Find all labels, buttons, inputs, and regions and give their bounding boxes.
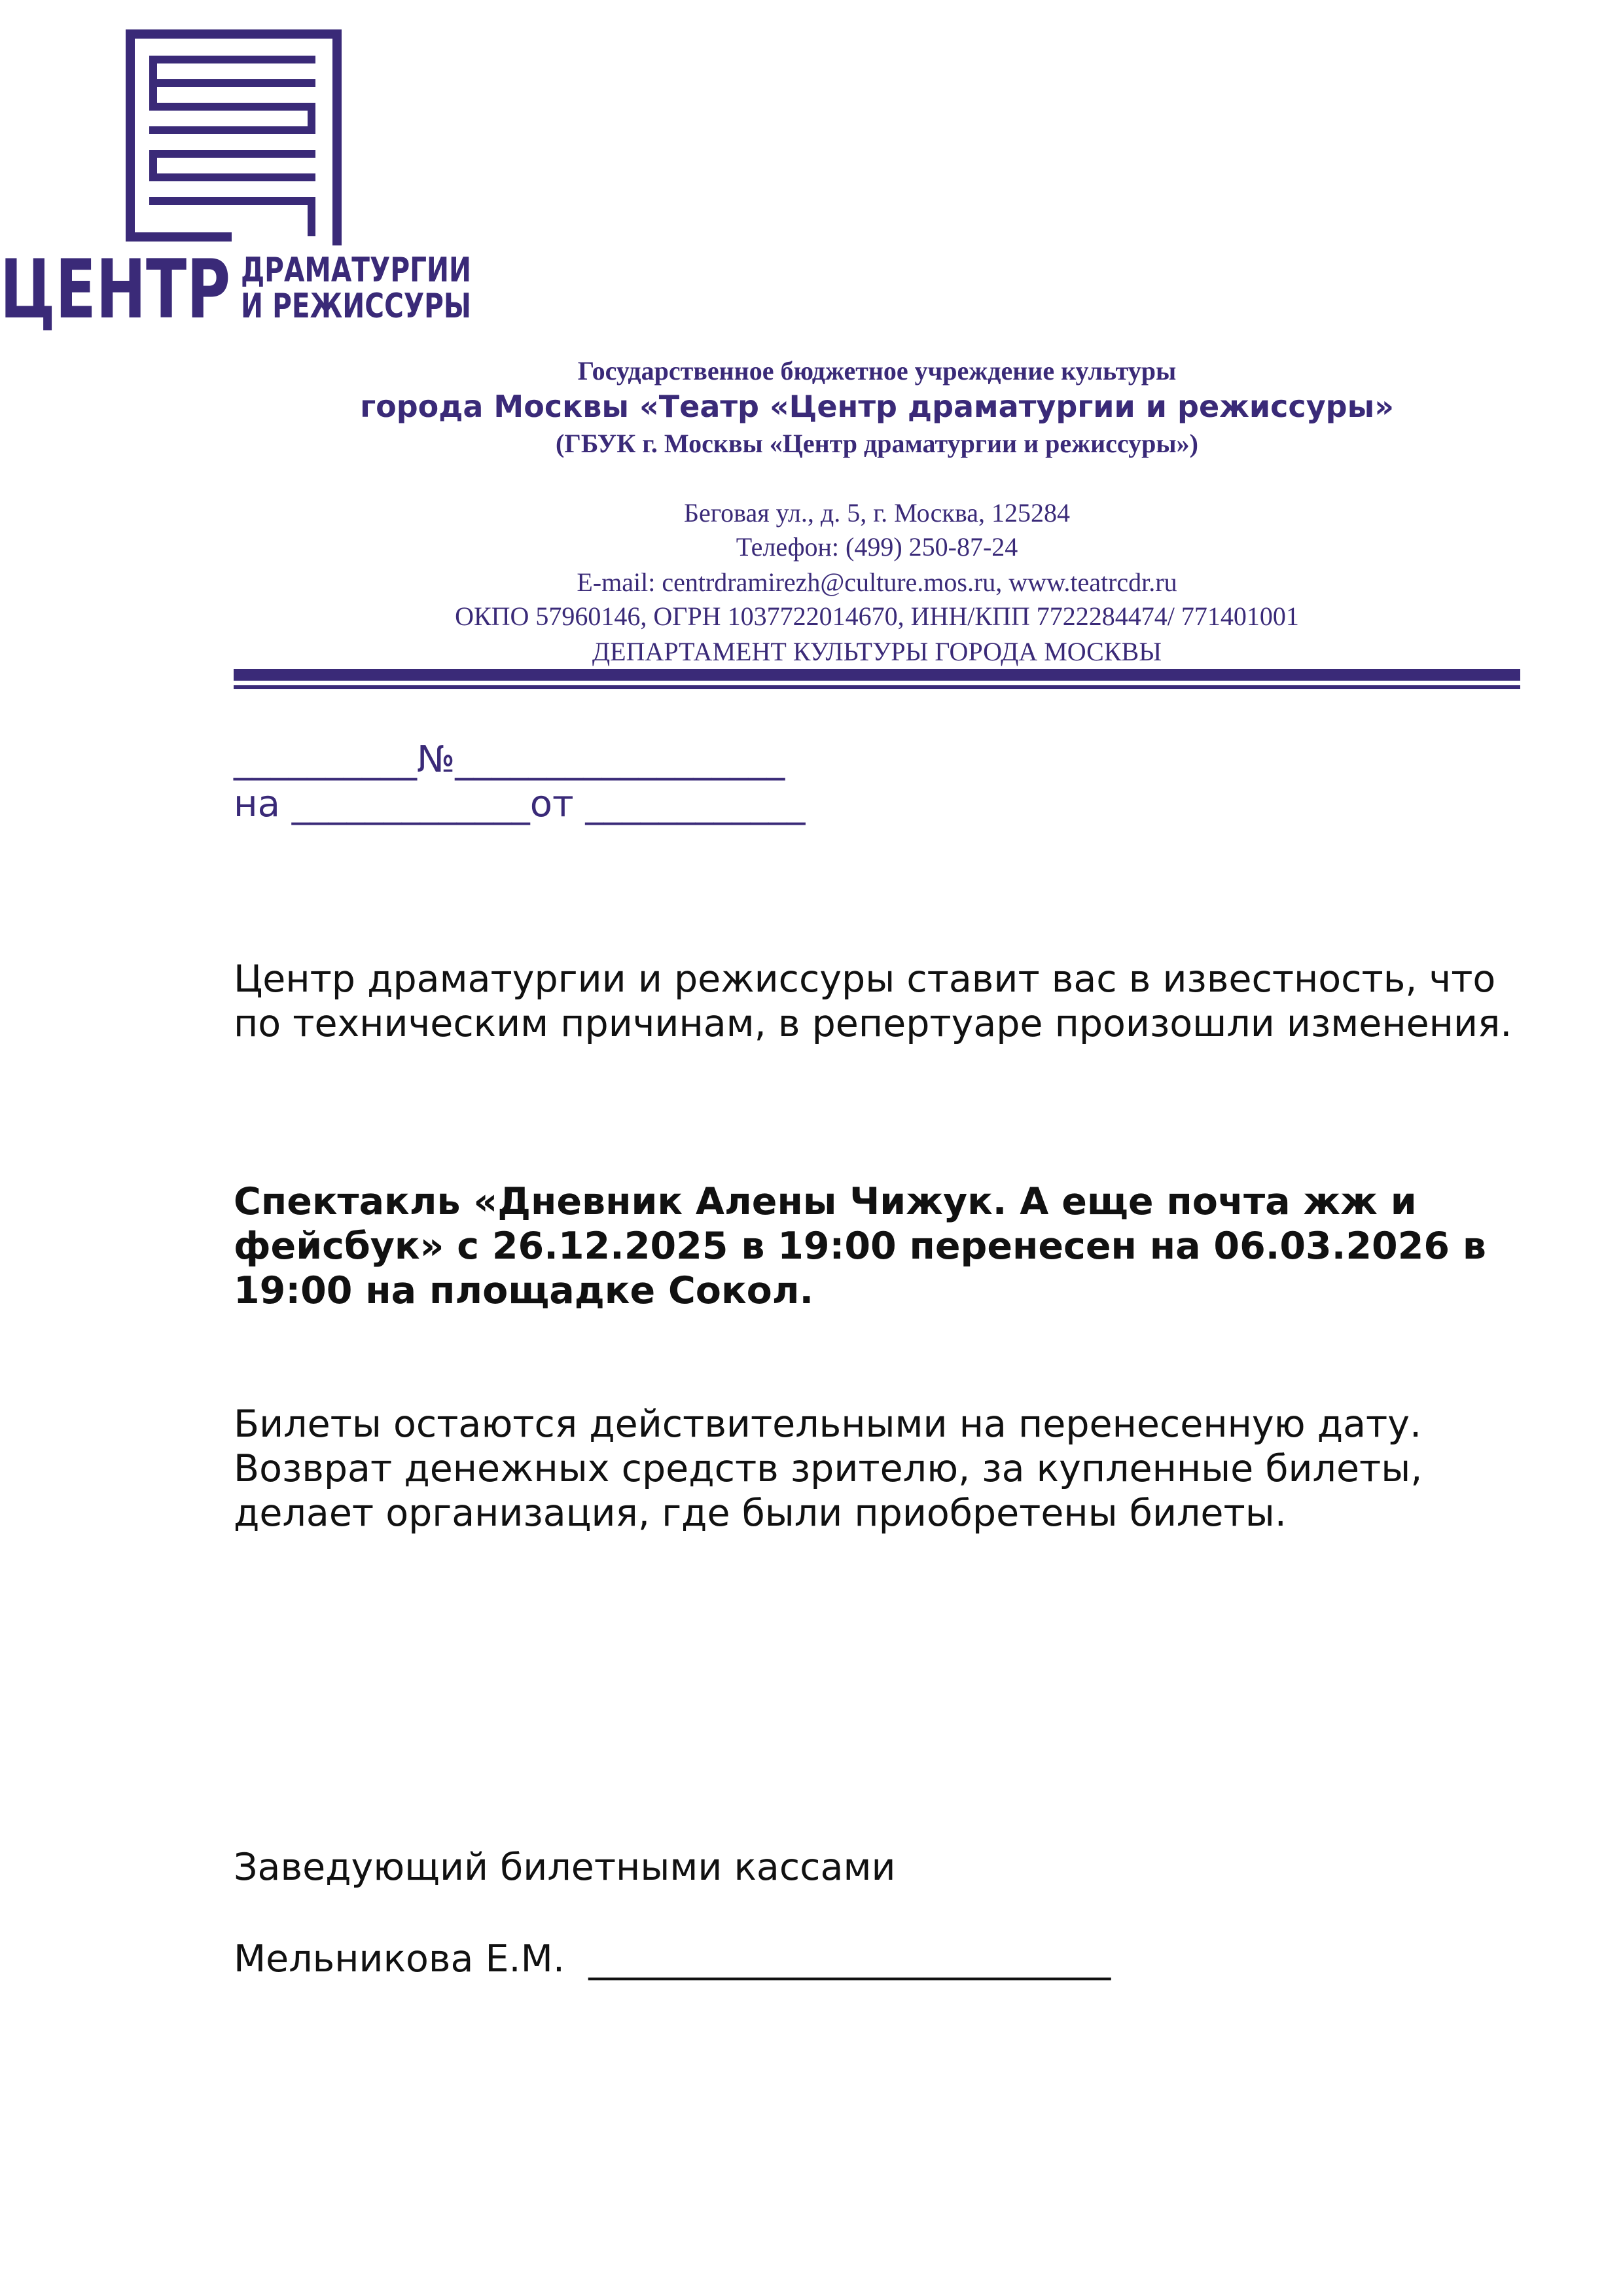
organization-logo [0, 29, 471, 337]
registration-number-line: __________№__________________ [234, 738, 785, 781]
org-full-name: города Москвы «Театр «Центр драматургии и режиссуры» [360, 389, 1394, 424]
logo-word-line1: ДРАМАТУРГИИ [241, 251, 471, 290]
signatory-title: Заведующий билетными кассами [234, 1846, 896, 1889]
maze-icon [126, 29, 342, 245]
header-divider-thin [234, 685, 1520, 689]
signatory-name: Мельникова Е.М. ____________________________ [234, 1937, 1111, 1981]
org-department: ДЕПАРТАМЕНТ КУЛЬТУРЫ ГОРОДА МОСКВЫ [592, 637, 1162, 666]
tickets-paragraph: Билеты остаются действительными на перенесенную дату. Возврат денежных средств зрителю, за купленные билеты, делает организация, где были приобретены билеты. [234, 1403, 1423, 1535]
org-type: Государственное бюджетное учреждение культуры [577, 356, 1177, 386]
org-short-name: (ГБУК г. Москвы «Центр драматургии и режиссуры») [556, 429, 1198, 458]
org-address: Беговая ул., д. 5, г. Москва, 125284 [684, 498, 1070, 528]
logo-word-line2: И РЕЖИССУРЫ [241, 287, 471, 326]
org-email: E-mail: centrdramirezh@culture.mos.ru, www.teatrcdr.ru [577, 567, 1177, 597]
org-identifiers: ОКПО 57960146, ОГРН 1037722014670, ИНН/КПП 7722284474/ 771401001 [455, 601, 1299, 631]
notice-paragraph: Центр драматургии и режиссуры ставит вас в известность, что по техническим причинам, в репертуаре произошли изменения. [234, 958, 1512, 1045]
header-divider-thick [234, 669, 1520, 681]
performance-change-paragraph: Спектакль «Дневник Алены Чижук. А еще почта жж и фейсбук» с 26.12.2025 в 19:00 перенесен на 06.03.2026 в 19:00 на площадке Сокол. [234, 1180, 1486, 1312]
registration-reference-line: на _____________от ____________ [234, 783, 806, 825]
logo-word-main: ЦЕНТР [0, 243, 230, 337]
org-phone: Телефон: (499) 250-87-24 [736, 532, 1018, 562]
